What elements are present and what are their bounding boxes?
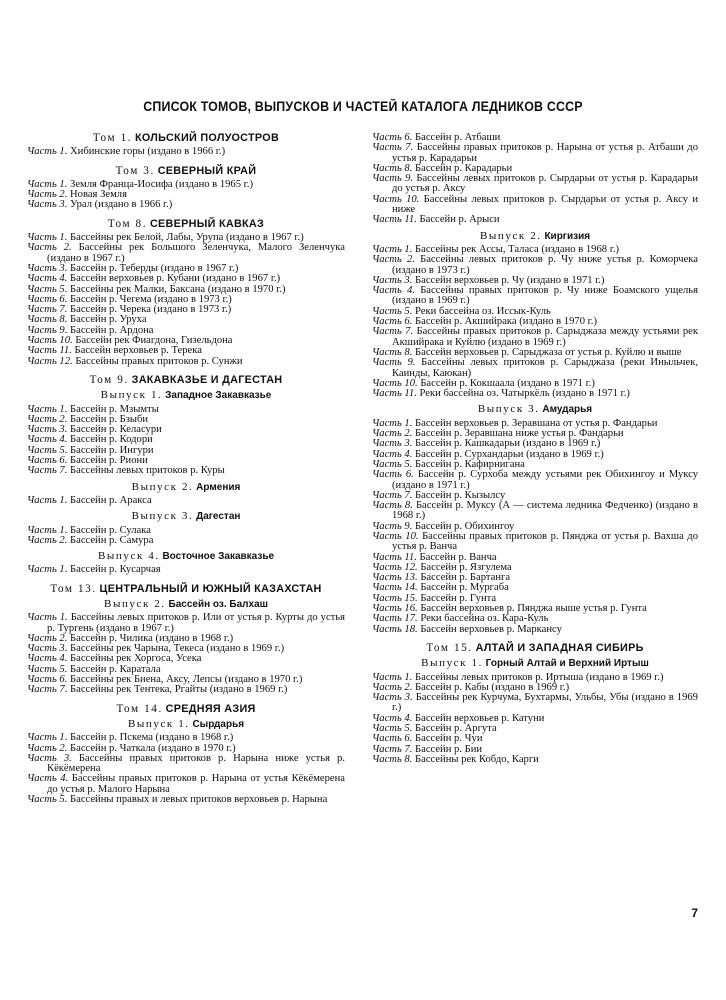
catalog-part-entry — [27, 243, 345, 264]
catalog-part-entry — [27, 795, 345, 805]
part-text: Бассейн р. Акшийрака (издано в 1970 г.) — [415, 316, 597, 328]
part-label: Часть 11. — [372, 388, 417, 400]
part-text: Бассейн р. Бзыби — [70, 413, 149, 425]
part-label: Часть 5. — [27, 283, 68, 295]
part-label: Часть 9. — [372, 173, 414, 185]
part-label: Часть 5. — [27, 794, 68, 806]
catalog-part-entry — [27, 685, 345, 695]
heading-name: СЕВЕРНЫЙ КАВКАЗ — [149, 217, 265, 230]
heading-prefix: Выпуск 2. — [131, 480, 194, 493]
part-text: Бассейн р. Уруха — [70, 314, 147, 326]
heading-name: Армения — [196, 481, 241, 493]
part-label: Часть 14. — [372, 582, 418, 594]
part-label: Часть 5. — [27, 663, 68, 675]
part-text: Бассейны рек Большого Зеленчука, Малого Зеленчука (издано в 1967 г.) — [47, 242, 345, 264]
part-text: Бассейн р. Сулака — [70, 524, 151, 536]
part-text: Бассейны левых притоков р. Сырдарьи от устья р. Карадарьи до устья р. Аксу — [392, 173, 698, 195]
part-text: Бассейны правых притоков р. Нарына от устья Кёкёмерена до устья р. Малого Нарына — [47, 773, 345, 795]
part-text: Бассейны левых притоков р. Сарыджаза (реки Иныльчек, Каинды, Каюкан) — [392, 357, 698, 379]
part-text: Бассейн р. Кусарчая — [70, 564, 161, 576]
page-title: СПИСОК ТОМОВ, ВЫПУСКОВ И ЧАСТЕЙ КАТАЛОГА ЛЕДНИКОВ СССР — [143, 99, 583, 114]
part-text: Бассейн р. Ардона — [70, 324, 154, 336]
catalog-part-entry — [372, 286, 698, 307]
part-label: Часть 4. — [27, 773, 69, 785]
right-column — [372, 133, 698, 765]
part-text: Реки бассейна оз. Иссык-Куль — [415, 305, 551, 317]
part-text: Бассейны рек Чарына, Текеса (издано в 1969 г.) — [70, 643, 285, 655]
part-text: Бассейн р. Ванча — [419, 551, 497, 563]
part-text: Бассейны правых притоков р. Чу ниже Боамского ущелья (издано в 1969 г.) — [392, 285, 698, 307]
part-text: Хибинские горы (издано в 1966 г.) — [70, 146, 226, 158]
part-text: Бассейн р. Келасури — [70, 424, 162, 436]
part-label: Часть 1. — [27, 494, 68, 506]
part-label: Часть 7. — [372, 142, 414, 154]
part-text: Бассейны правых притоков р. Сунжи — [75, 355, 243, 367]
part-text: Бассейн р. Кодори — [70, 434, 153, 446]
part-label: Часть 12. — [372, 561, 418, 573]
catalog-part-entry — [372, 693, 698, 714]
part-label: Часть 4. — [372, 712, 413, 724]
part-text: Бассейн р. Ингури — [70, 444, 154, 456]
catalog-part-entry — [27, 200, 345, 210]
part-text: Бассейн р. Мзымты — [70, 403, 159, 415]
part-text: Бассейны правых притоков р. Сарыджаза между устьями рек Акшийрака и Куйлю (издано в 1969 г.) — [392, 326, 698, 348]
part-label: Часть 1. — [372, 671, 413, 683]
heading-name: ЦЕНТРАЛЬНЫЙ И ЮЖНЫЙ КАЗАХСТАН — [99, 582, 322, 595]
heading-name: Горный Алтай и Верхний Иртыш — [485, 658, 649, 670]
part-text: Бассейн р. Кафирнигана — [415, 458, 525, 470]
heading-prefix: Выпуск 2. — [479, 229, 542, 242]
part-label: Часть 2. — [27, 413, 68, 425]
part-label: Часть 5. — [372, 458, 413, 470]
part-label: Часть 6. — [27, 293, 68, 305]
catalog-part-entry — [372, 255, 698, 276]
heading-name: Западное Закавказье — [165, 390, 272, 402]
heading-name: СЕВЕРНЫЙ КРАЙ — [157, 164, 257, 177]
part-label: Часть 1. — [372, 243, 413, 255]
catalog-part-entry — [27, 357, 345, 367]
part-text: Бассейн верховьев р. Зеравшана от устья р. Фандарьи — [415, 417, 658, 429]
catalog-part-entry — [27, 147, 345, 157]
part-label: Часть 4. — [27, 653, 68, 665]
heading-prefix: Том 1. — [92, 132, 133, 144]
part-label: Часть 1. — [27, 732, 68, 744]
catalog-part-entry — [372, 501, 698, 522]
catalog-part-entry — [372, 532, 698, 553]
part-label: Часть 6. — [372, 733, 413, 745]
catalog-part-entry — [372, 470, 698, 491]
part-label: Часть 3. — [27, 752, 72, 764]
catalog-part-entry — [372, 195, 698, 216]
part-text: Бассейн р. Зеравшана ниже устья р. Фандарьи — [415, 428, 624, 440]
part-text: Реки бассейна оз. Кара-Куль — [420, 613, 549, 625]
part-label: Часть 18. — [372, 623, 418, 635]
part-label: Часть 17. — [372, 613, 418, 625]
part-label: Часть 7. — [372, 326, 414, 338]
issue-heading — [372, 231, 698, 242]
part-text: Бассейны правых и левых притоков верховьев р. Нарына — [70, 794, 328, 806]
part-text: Бассейн р. Мургаба — [420, 582, 509, 594]
part-label: Часть 11. — [372, 551, 417, 563]
part-label: Часть 4. — [27, 434, 68, 446]
part-label: Часть 10. — [372, 377, 418, 389]
part-label: Часть 3. — [372, 438, 413, 450]
part-text: Бассейн р. Чаткала (издано в 1970 г.) — [70, 742, 236, 754]
part-label: Часть 5. — [372, 305, 413, 317]
part-label: Часть 2. — [372, 681, 413, 693]
part-text: Бассейны рек Белой, Лабы, Урупа (издано в 1967 г.) — [70, 232, 304, 244]
part-text: Бассейн верховьев р. Чу (издано в 1971 г.) — [415, 274, 605, 286]
part-label: Часть 5. — [372, 723, 413, 735]
part-text: Бассейны правых притоков р. Нарына от устья р. Атбаши до устья р. Карадарьи — [392, 142, 698, 164]
page-number: 7 — [691, 906, 698, 920]
volume-heading — [27, 704, 345, 714]
part-text: Земля Франца-Иосифа (издано в 1965 г.) — [70, 178, 253, 190]
catalog-part-entry — [27, 613, 345, 634]
part-label: Часть 6. — [27, 455, 68, 467]
catalog-part-entry — [372, 755, 698, 765]
part-label: Часть 8. — [372, 500, 413, 512]
issue-heading — [372, 658, 698, 669]
catalog-part-entry — [27, 754, 345, 775]
part-text: Бассейн верховьев р. Маркансу — [420, 623, 562, 635]
part-text: Бассейн р. Кокшаала (издано в 1971 г.) — [420, 377, 595, 389]
part-label: Часть 3. — [372, 274, 413, 286]
heading-prefix: Выпуск 3. — [131, 510, 194, 523]
part-text: Бассейн р. Чилика (издано в 1968 г.) — [70, 632, 234, 644]
heading-prefix: Том 9. — [89, 373, 129, 386]
part-text: Бассейн р. Обихингоу — [415, 520, 515, 532]
catalog-part-entry — [372, 327, 698, 348]
issue-heading — [27, 482, 345, 493]
part-label: Часть 8. — [372, 346, 413, 358]
part-label: Часть 1. — [27, 612, 68, 624]
part-text: Бассейны левых притоков р. Или от устья р. Курты до устья р. Тургень (издано в 1967 г.) — [47, 612, 345, 634]
part-label: Часть 7. — [372, 743, 413, 755]
part-text: Бассейны рек Кобдо, Карги — [415, 753, 539, 765]
part-label: Часть 10. — [372, 193, 420, 205]
part-label: Часть 1. — [27, 564, 68, 576]
volume-heading — [27, 375, 345, 385]
heading-name: Киргизия — [544, 230, 591, 242]
part-label: Часть 6. — [372, 132, 413, 143]
part-text: Бассейн р. Бартанга — [420, 572, 511, 584]
heading-prefix: Выпуск 1. — [100, 389, 163, 402]
catalog-part-entry — [372, 358, 698, 379]
part-text: Бассейны рек Ассы, Таласа (издано в 1968 г.) — [415, 243, 620, 255]
part-label: Часть 15. — [372, 592, 418, 604]
heading-prefix: Выпуск 1. — [421, 657, 483, 670]
part-label: Часть 1. — [27, 146, 68, 158]
part-text: Бассейн р. Аракса — [70, 494, 152, 506]
part-label: Часть 1. — [372, 417, 413, 429]
part-text: Бассейн р. Аргута — [415, 723, 497, 735]
part-text: Бассейн верховьев р. Кубани (издано в 1967 г.) — [70, 273, 281, 285]
heading-prefix: Том 15. — [426, 641, 473, 654]
part-text: Бассейн р. Кашкадарьи (издано в 1969 г.) — [415, 438, 601, 450]
part-label: Часть 7. — [27, 304, 68, 316]
part-text: Бассейны рек Малки, Баксана (издано в 1970 г.) — [70, 283, 286, 295]
volume-heading — [27, 166, 345, 176]
part-label: Часть 9. — [372, 520, 413, 532]
part-text: Урал (издано в 1966 г.) — [70, 199, 173, 211]
part-label: Часть 1. — [27, 178, 68, 190]
part-label: Часть 3. — [27, 199, 68, 211]
part-label: Часть 2. — [27, 534, 68, 546]
part-text: Бассейн верховьев р. Терека — [74, 345, 202, 357]
part-label: Часть 6. — [372, 316, 413, 328]
heading-prefix: Том 14. — [116, 702, 163, 715]
part-label: Часть 8. — [372, 753, 413, 765]
part-text: Бассейн р. Муксу (А — система ледника Федченко) (издано в 1968 г.) — [392, 500, 698, 522]
part-text: Бассейны левых притоков р. Куры — [70, 465, 225, 477]
part-text: Бассейн верховьев р. Пянджа выше устья р. Гунта — [420, 603, 647, 615]
part-label: Часть 16. — [372, 603, 418, 615]
part-text: Бассейн р. Гунта — [420, 592, 497, 604]
part-label: Часть 8. — [27, 314, 68, 326]
heading-name: КОЛЬСКИЙ ПОЛУОСТРОВ — [134, 132, 280, 144]
part-text: Бассейн р. Кабы (издано в 1969 г.) — [415, 681, 570, 693]
part-label: Часть 3. — [27, 424, 68, 436]
volume-heading — [372, 643, 698, 653]
part-label: Часть 4. — [27, 273, 68, 285]
part-text: Бассейн рек Фиагдона, Гизельдона — [75, 335, 233, 347]
part-text: Бассейн р. Язгулема — [420, 561, 512, 573]
volume-heading — [27, 584, 345, 594]
part-label: Часть 2. — [372, 428, 413, 440]
part-text: Бассейны левых притоков р. Сырдарьи от устья р. Аксу и ниже — [392, 193, 698, 216]
part-label: Часть 2. — [27, 242, 72, 254]
catalog-part-entry — [372, 215, 698, 225]
catalog-part-entry — [372, 174, 698, 195]
part-label: Часть 9. — [27, 324, 68, 336]
heading-name: АЛТАЙ И ЗАПАДНАЯ СИБИРЬ — [475, 641, 644, 654]
part-label: Часть 1. — [27, 524, 68, 536]
issue-heading — [27, 599, 345, 610]
part-label: Часть 13. — [372, 572, 418, 584]
part-label: Часть 3. — [27, 643, 68, 655]
heading-prefix: Том 8. — [107, 217, 148, 230]
part-label: Часть 7. — [27, 465, 68, 477]
part-text: Бассейн р. Черека (издано в 1973 г.) — [70, 304, 232, 316]
issue-heading — [27, 390, 345, 401]
part-label: Часть 2. — [27, 742, 68, 754]
volume-heading — [27, 219, 345, 229]
heading-name: Бассейн оз. Балхаш — [168, 598, 268, 610]
catalog-part-entry — [372, 625, 698, 635]
part-text: Бассейн р. Каратала — [70, 663, 161, 675]
heading-prefix: Выпуск 3. — [477, 403, 540, 416]
catalog-part-entry — [27, 565, 345, 575]
part-text: Бассейны рек Тентека, Ргайты (издано в 1969 г.) — [70, 684, 288, 696]
part-label: Часть 11. — [27, 345, 72, 357]
part-text: Бассейн р. Самура — [70, 534, 154, 546]
part-label: Часть 1. — [27, 232, 68, 244]
catalog-part-entry — [27, 774, 345, 795]
part-text: Бассейн р. Риони — [70, 455, 148, 467]
catalog-part-entry — [372, 143, 698, 164]
heading-prefix: Выпуск 2. — [104, 597, 166, 610]
part-text: Бассейн р. Теберды (издано в 1967 г.) — [70, 262, 239, 274]
heading-prefix: Выпуск 1. — [127, 717, 190, 730]
part-text: Бассейн р. Кызылсу — [415, 489, 506, 501]
part-label: Часть 3. — [372, 692, 413, 704]
part-text: Новая Земля — [70, 189, 127, 201]
part-text: Бассейны правых притоков р. Пянджа от устья р. Вахша до устья р. Ванча — [392, 530, 698, 553]
part-label: Часть 6. — [27, 674, 68, 686]
heading-name: СРЕДНЯЯ АЗИЯ — [165, 702, 256, 715]
part-label: Часть 1. — [27, 403, 68, 415]
left-column — [27, 133, 345, 805]
heading-prefix: Выпуск 4. — [97, 550, 160, 563]
part-label: Часть 5. — [27, 444, 68, 456]
part-text: Бассейн р. Атбаши — [415, 132, 501, 143]
catalog-part-entry — [27, 466, 345, 476]
part-text: Бассейн верховьев р. Катуни — [415, 712, 545, 724]
heading-prefix: Том 3. — [115, 164, 155, 177]
part-label: Часть 8. — [372, 162, 413, 174]
part-label: Часть 2. — [27, 189, 68, 201]
part-label: Часть 7. — [27, 684, 68, 696]
heading-prefix: Том 13. — [50, 582, 97, 595]
heading-name: Дагестан — [196, 511, 241, 523]
part-label: Часть 3. — [27, 262, 68, 274]
part-label: Часть 4. — [372, 285, 415, 297]
part-label: Часть 7. — [372, 489, 413, 501]
part-text: Бассейн р. Сурхоба между устьями рек Обихингоу и Муксу (издано в 1971 г.) — [392, 469, 698, 491]
part-label: Часть 2. — [27, 632, 68, 644]
part-text: Бассейн р. Бии — [415, 743, 483, 755]
part-label: Часть 6. — [372, 469, 414, 481]
part-text: Бассейны рек Курчума, Бухтармы, Ульбы, Убы (издано в 1969 г.) — [392, 692, 698, 714]
part-text: Бассейны левых притоков р. Иртыша (издано в 1969 г.) — [415, 671, 664, 683]
part-text: Бассейн р. Пскема (издано в 1968 г.) — [70, 732, 234, 744]
part-text: Бассейн р. Карадарьи — [415, 162, 513, 174]
part-text: Бассейн верховьев р. Сарыджаза от устья р. Куйлю и выше — [415, 346, 682, 358]
part-label: Часть 12. — [27, 355, 73, 367]
heading-name: ЗАКАВКАЗЬЕ И ДАГЕСТАН — [131, 373, 283, 386]
part-label: Часть 11. — [372, 214, 417, 226]
volume-heading — [27, 133, 345, 143]
heading-name: Восточное Закавказье — [162, 551, 275, 563]
part-text: Бассейны рек Хоргоса, Усека — [70, 653, 202, 665]
part-text: Бассейн р. Чегема (издано в 1973 г.) — [70, 293, 232, 305]
part-label: Часть 4. — [372, 448, 413, 460]
part-text: Бассейны рек Биена, Аксу, Лепсы (издано в 1970 г.) — [70, 674, 303, 686]
heading-name: Сырдарья — [192, 718, 245, 730]
part-text: Реки бассейна оз. Чатыркёль (издано в 1971 г.) — [419, 388, 630, 400]
catalog-part-entry — [372, 389, 698, 399]
part-text: Бассейны правых притоков р. Нарына ниже устья р. Кёкёмерена — [47, 752, 345, 775]
issue-heading — [27, 551, 345, 562]
part-label: Часть 10. — [27, 335, 73, 347]
catalog-part-entry — [27, 496, 345, 506]
part-text: Бассейн р. Сурхандарьи (издано в 1969 г.) — [415, 448, 604, 460]
part-label: Часть 9. — [372, 357, 416, 369]
part-label: Часть 2. — [372, 254, 415, 266]
issue-heading — [27, 511, 345, 522]
part-text: Бассейн р. Арыси — [419, 214, 500, 226]
issue-heading — [372, 404, 698, 415]
part-text: Бассейн р. Чуи — [415, 733, 483, 745]
catalog-part-entry — [27, 536, 345, 546]
issue-heading — [27, 719, 345, 730]
part-text: Бассейны левых притоков р. Чу ниже устья р. Коморчека (издано в 1973 г.) — [392, 254, 698, 276]
part-label: Часть 10. — [372, 530, 419, 542]
heading-name: Амударья — [542, 404, 593, 416]
